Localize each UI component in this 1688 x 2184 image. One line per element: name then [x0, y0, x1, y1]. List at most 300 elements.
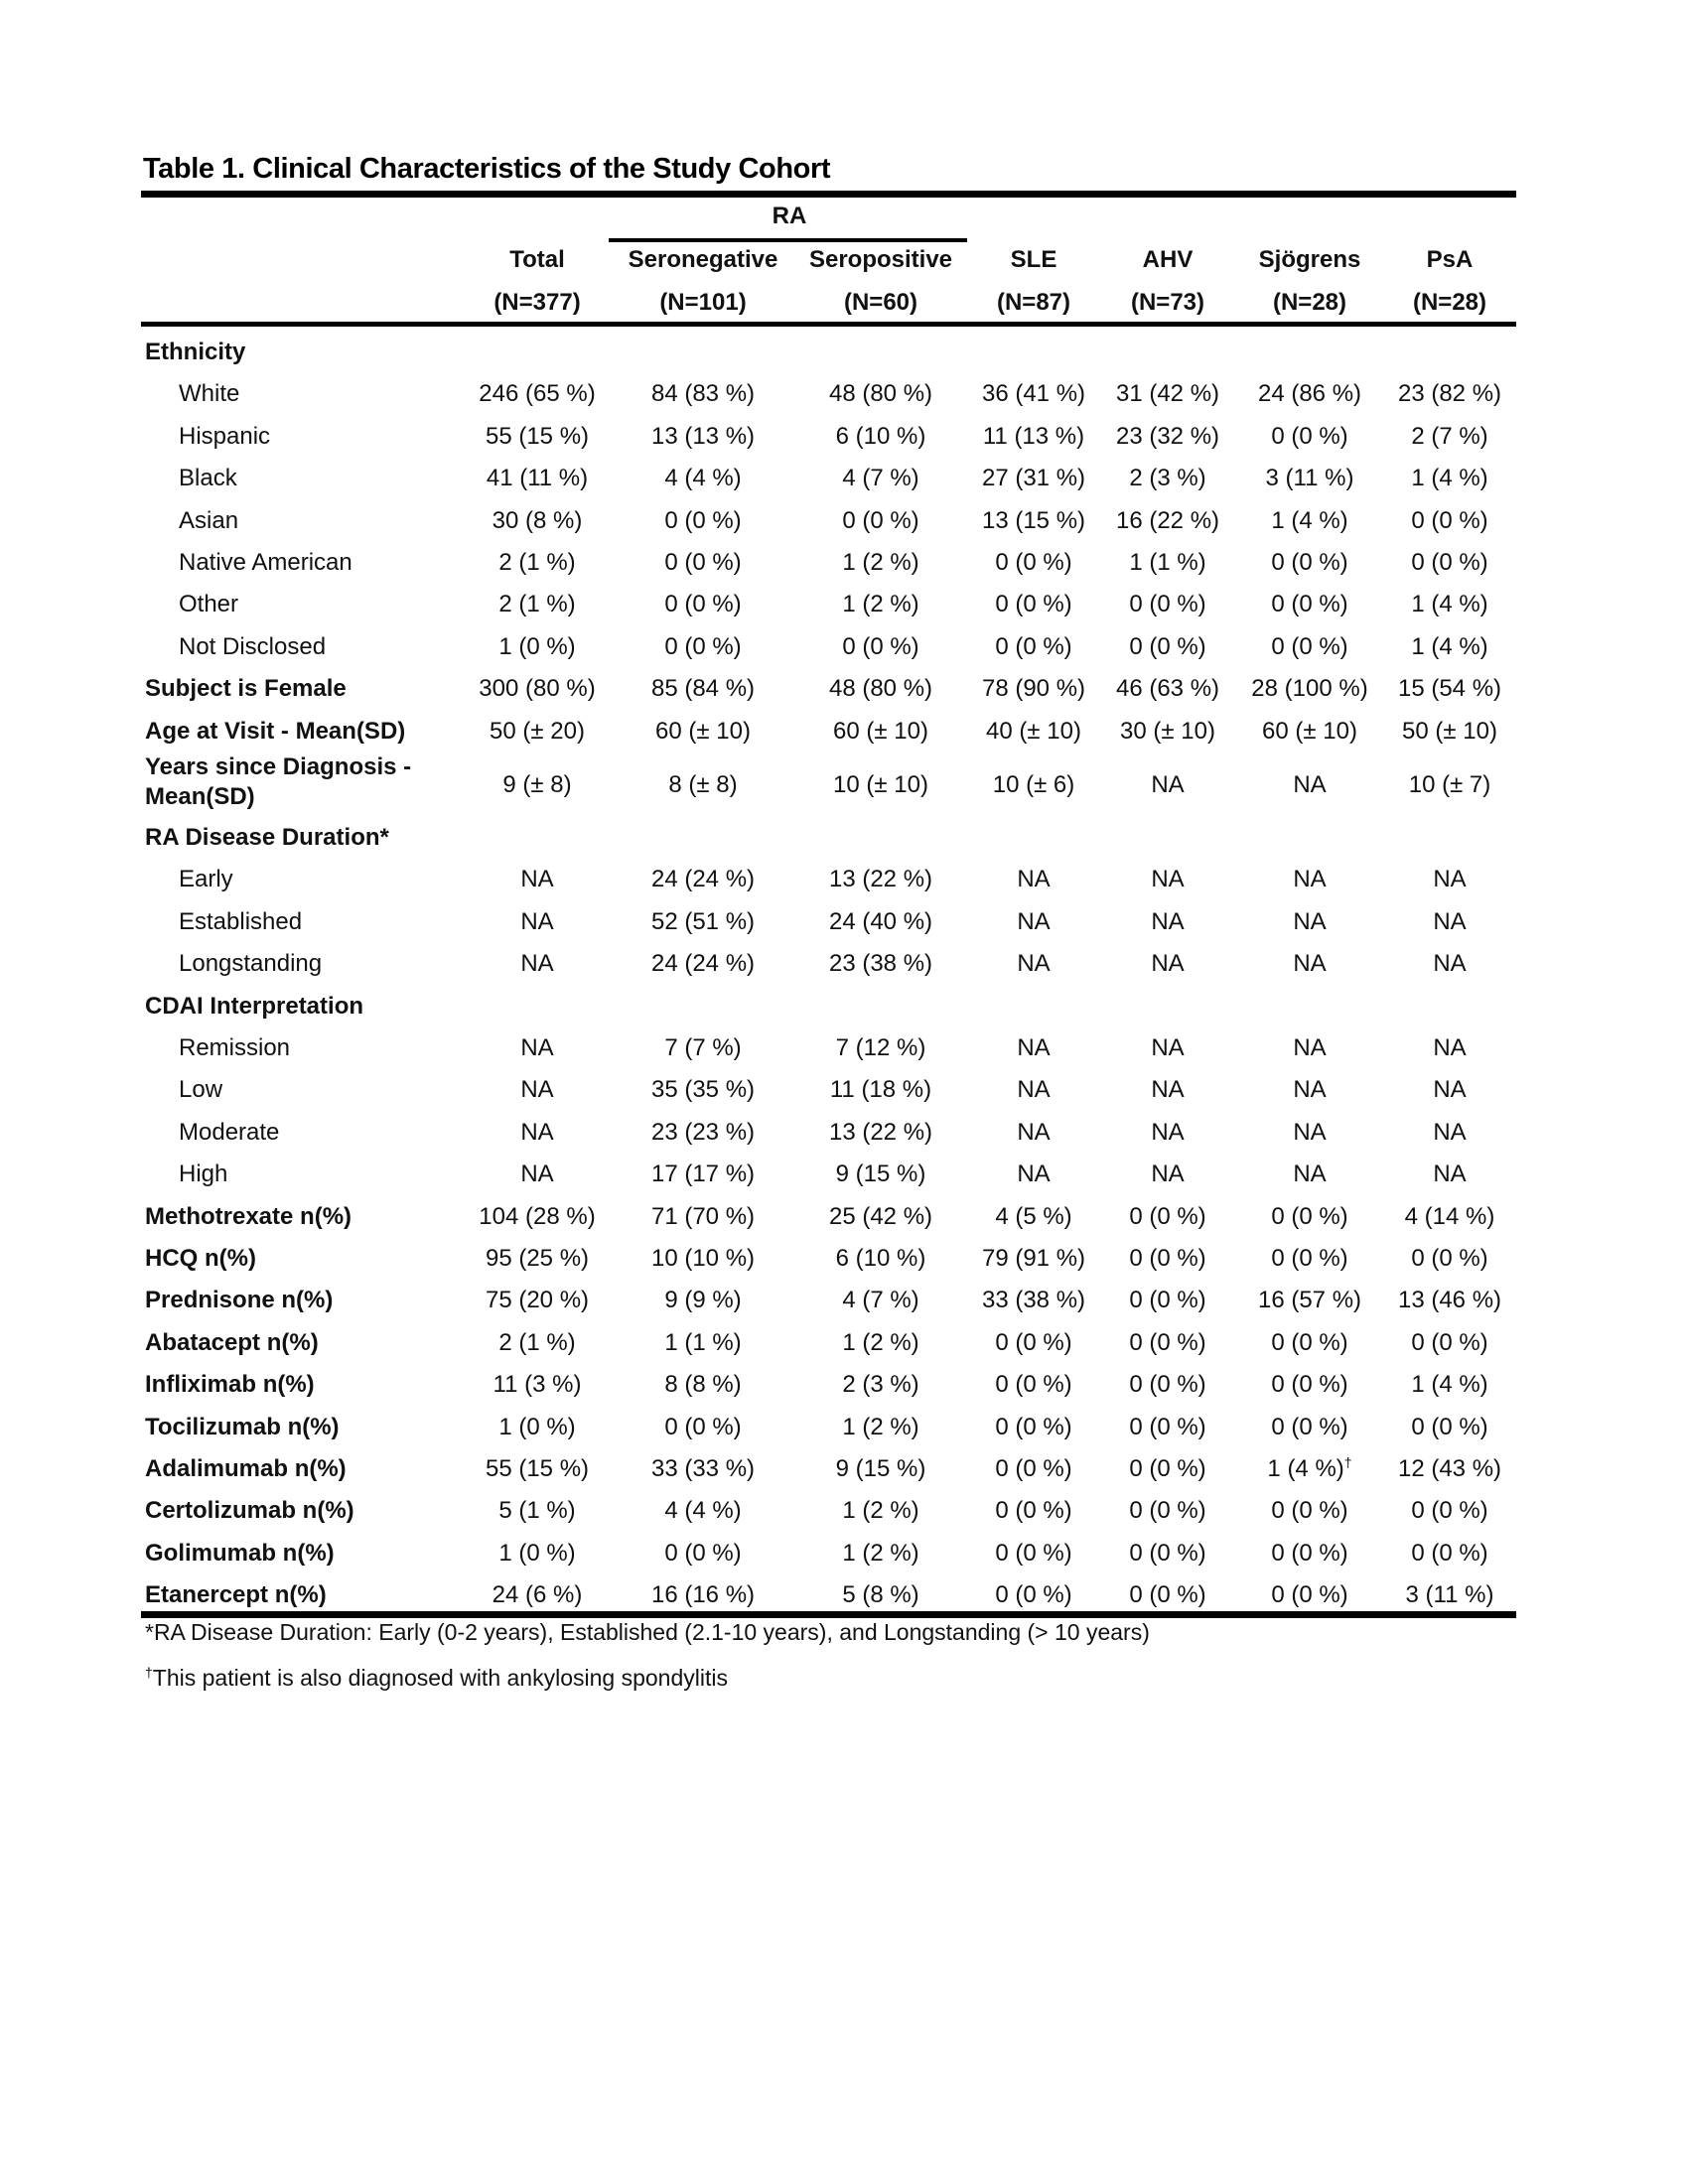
table-cell	[836, 1033, 926, 1063]
cell-value: 24 (24 %)	[650, 866, 756, 893]
table-cell	[842, 1496, 918, 1526]
cell-value: NA	[1151, 1034, 1185, 1061]
table-cell	[1433, 1075, 1466, 1105]
cell-value: 27 (31 %)	[981, 465, 1086, 492]
cell-value: NA	[1017, 950, 1051, 978]
table-cell	[829, 865, 932, 894]
table-cell	[836, 1244, 926, 1274]
cell-value: NA	[1017, 907, 1051, 935]
footnote-text: This patient is also diagnosed with ankylosing spondylitis	[152, 1665, 728, 1691]
dagger-mark: †	[1343, 1454, 1352, 1470]
cell-value: 48 (80 %)	[828, 380, 933, 408]
table-cell	[1293, 949, 1326, 979]
cell-value: 1 (0 %)	[498, 1539, 576, 1567]
cell-value: 0 (0 %)	[995, 1581, 1072, 1609]
cell-value: 0 (0 %)	[1129, 1539, 1206, 1567]
cell-value: 0 (0 %)	[842, 506, 919, 534]
cell-value: 0 (0 %)	[1411, 1328, 1488, 1356]
cell-value: 7 (7 %)	[664, 1034, 742, 1061]
cell-value: 0 (0 %)	[1129, 1497, 1206, 1525]
cell-value: 40 (± 10)	[986, 717, 1081, 745]
table-cell	[1433, 949, 1466, 979]
table-row	[0, 458, 1688, 499]
table-cell	[1129, 1286, 1205, 1315]
cell-value: 9 (15 %)	[835, 1160, 926, 1188]
cell-value: 0 (0 %)	[664, 1413, 742, 1440]
cell-value: 0 (0 %)	[1411, 1245, 1488, 1272]
row-label: Hispanic	[179, 422, 271, 450]
table-cell	[995, 1580, 1071, 1610]
table-cell	[1271, 1496, 1347, 1526]
table-cell	[520, 949, 553, 979]
table-cell	[1271, 1370, 1347, 1400]
cell-value: 1 (1 %)	[1129, 549, 1206, 576]
table-row	[0, 1196, 1688, 1238]
table-cell	[1116, 422, 1219, 452]
cell-value: 4 (5 %)	[995, 1202, 1072, 1230]
table-row	[0, 500, 1688, 542]
table-row	[0, 1533, 1688, 1574]
cell-value: 1 (0 %)	[498, 1413, 576, 1440]
table-row	[0, 542, 1688, 584]
cell-value: 46 (63 %)	[1115, 675, 1220, 703]
table-cell	[486, 1244, 589, 1274]
cell-value: 3 (11 %)	[1405, 1581, 1494, 1609]
table-row	[0, 1407, 1688, 1448]
cell-value: NA	[1151, 950, 1185, 978]
column-header-name: AHV	[1142, 246, 1194, 273]
cell-value: 1 (4 %)	[1411, 632, 1488, 660]
table-cell	[651, 422, 755, 452]
row-label: Prednisone n(%)	[145, 1287, 334, 1314]
column-header-n: (N=73)	[1130, 289, 1205, 316]
table-cell	[498, 632, 575, 662]
table-cell	[664, 1539, 741, 1569]
table-row	[0, 1448, 1688, 1490]
row-label	[145, 752, 411, 812]
table-cell	[498, 548, 575, 578]
row-label: CDAI Interpretation	[145, 992, 364, 1020]
table-cell	[651, 1075, 755, 1105]
table-cell	[1116, 674, 1219, 704]
column-header-name: SLE	[1010, 246, 1057, 273]
table-cell	[829, 674, 932, 704]
table-cell	[498, 1328, 575, 1358]
cell-value: 36 (41 %)	[981, 380, 1086, 408]
table-cell	[651, 949, 755, 979]
cell-value: 0 (0 %)	[1271, 591, 1348, 618]
table-cell	[651, 1118, 755, 1148]
table-cell	[486, 422, 589, 452]
table-cell	[836, 1160, 926, 1189]
cell-value: 0 (0 %)	[1271, 1371, 1348, 1399]
row-label: Tocilizumab n(%)	[145, 1413, 340, 1440]
cell-value: NA	[1017, 866, 1051, 893]
table-cell	[493, 1370, 582, 1400]
cell-value: NA	[1017, 1076, 1051, 1104]
footnote-text: *RA Disease Duration: Early (0-2 years), Established (2.1-10 years), and Longstanding (> 10 years)	[145, 1619, 1150, 1645]
table-cell	[1129, 1496, 1205, 1526]
table-cell	[842, 590, 918, 619]
table-cell	[664, 1033, 741, 1063]
table-top-rule	[141, 191, 1516, 198]
cell-value: 95 (25 %)	[485, 1245, 590, 1272]
cell-value: 2 (1 %)	[498, 549, 576, 576]
table-cell	[1433, 1118, 1466, 1148]
row-label: Certolizumab n(%)	[145, 1497, 354, 1525]
cell-value: NA	[520, 907, 554, 935]
table-cell	[995, 590, 1071, 619]
table-cell	[829, 1118, 932, 1148]
cell-value: NA	[1151, 1118, 1185, 1146]
table-cell	[842, 464, 918, 493]
row-label: Longstanding	[179, 950, 323, 978]
cell-value: 2 (1 %)	[498, 591, 576, 618]
cell-value: NA	[1433, 907, 1467, 935]
cell-value: 2 (7 %)	[1411, 422, 1488, 450]
cell-value: 33 (33 %)	[650, 1455, 756, 1482]
column-header-n: (N=28)	[1272, 289, 1347, 316]
table-cell	[1151, 1118, 1184, 1148]
row-label: High	[179, 1160, 228, 1188]
table-cell	[1129, 1539, 1205, 1569]
cell-value: 0 (0 %)	[1411, 1539, 1488, 1567]
table-cell	[1433, 1160, 1466, 1189]
table-cell	[1017, 1118, 1050, 1148]
cell-value: 0 (0 %)	[1129, 1581, 1206, 1609]
cell-value: 24 (24 %)	[650, 950, 756, 978]
table-cell	[520, 1033, 553, 1063]
dagger-mark: †	[145, 1664, 153, 1681]
cell-value: 8 (± 8)	[668, 771, 738, 798]
table-cell	[486, 1454, 589, 1484]
row-label-line: Years since Diagnosis -	[145, 753, 412, 780]
cell-value: NA	[1151, 1160, 1185, 1188]
row-label: Methotrexate n(%)	[145, 1202, 352, 1230]
cell-value: 55 (15 %)	[485, 1455, 590, 1482]
table-cell	[1129, 590, 1205, 619]
table-cell	[1411, 1328, 1487, 1358]
cell-value: 28 (100 %)	[1251, 675, 1368, 703]
table-cell	[1411, 464, 1487, 493]
cell-value: 4 (7 %)	[842, 465, 919, 492]
table-row	[0, 1238, 1688, 1280]
table-cell	[836, 422, 926, 452]
cell-value: 0 (0 %)	[1411, 506, 1488, 534]
table-cell	[651, 1580, 755, 1610]
row-label: Ethnicity	[145, 339, 246, 365]
table-cell	[829, 379, 932, 409]
cell-value: 300 (80 %)	[479, 675, 596, 703]
cell-value: 0 (0 %)	[1411, 1497, 1488, 1525]
row-label: Infliximab n(%)	[145, 1371, 315, 1399]
cell-value: NA	[1293, 950, 1327, 978]
cell-value: 0 (0 %)	[1271, 1202, 1348, 1230]
table-cell	[1151, 865, 1184, 894]
table-row	[0, 901, 1688, 943]
table-cell	[1116, 506, 1219, 536]
table-cell	[842, 548, 918, 578]
cell-value: 55 (15 %)	[485, 422, 590, 450]
table-row	[0, 668, 1688, 710]
cell-value: 0 (0 %)	[664, 591, 742, 618]
ra-group-rule	[609, 238, 967, 242]
cell-value: 9 (15 %)	[835, 1455, 926, 1482]
cell-value: 0 (0 %)	[995, 1413, 1072, 1440]
cell-value: NA	[1151, 1076, 1185, 1104]
table-cell	[1017, 1075, 1050, 1105]
cell-value: NA	[520, 1034, 554, 1061]
column-header-n: (N=60)	[843, 289, 918, 316]
table-cell	[1411, 1539, 1487, 1569]
cell-value: 1 (4 %)	[1271, 506, 1348, 534]
table-cell	[1293, 1033, 1326, 1063]
table-row	[0, 1027, 1688, 1069]
table-cell	[1151, 770, 1184, 800]
table-cell	[486, 1286, 589, 1315]
table-cell	[492, 506, 583, 536]
cell-value: NA	[1017, 1034, 1051, 1061]
column-header-name: PsA	[1426, 246, 1474, 273]
table-cell	[1262, 717, 1357, 747]
cell-value: 1 (2 %)	[842, 549, 919, 576]
column-header-n: (N=28)	[1412, 289, 1487, 316]
row-label: Subject is Female	[145, 675, 347, 703]
cell-value: 13 (13 %)	[650, 422, 756, 450]
cell-value: 12 (43 %)	[1397, 1455, 1502, 1482]
cell-value: NA	[1293, 1034, 1327, 1061]
row-label: Etanercept n(%)	[145, 1581, 327, 1609]
cell-value: 7 (12 %)	[835, 1034, 926, 1061]
cell-value: 30 (8 %)	[492, 506, 583, 534]
cell-value: 3 (11 %)	[1265, 465, 1354, 492]
cell-value: 1 (0 %)	[498, 632, 576, 660]
table-cell	[1251, 674, 1367, 704]
cell-value: 2 (1 %)	[498, 1328, 576, 1356]
cell-value: NA	[1151, 771, 1185, 798]
cell-value: 1 (4 %)	[1411, 591, 1488, 618]
table-cell	[842, 1413, 918, 1442]
table-cell	[836, 1454, 926, 1484]
table-cell	[1271, 1413, 1347, 1442]
table-cell	[1411, 1496, 1487, 1526]
table-cell	[490, 717, 585, 747]
cell-value: 1 (4 %)	[1267, 1455, 1344, 1482]
row-label: Low	[179, 1076, 223, 1104]
cell-value: NA	[1433, 1076, 1467, 1104]
table-cell	[1293, 770, 1326, 800]
table-cell	[842, 1580, 918, 1610]
table-row	[0, 1574, 1688, 1616]
table-cell	[1411, 590, 1487, 619]
cell-value: 0 (0 %)	[995, 1497, 1072, 1525]
cell-value: 0 (0 %)	[995, 1539, 1072, 1567]
table-cell	[1398, 1286, 1501, 1315]
cell-value: 4 (7 %)	[842, 1287, 919, 1314]
table-cell	[982, 1286, 1085, 1315]
cell-value: 1 (1 %)	[664, 1328, 742, 1356]
row-label: Black	[179, 465, 237, 492]
cell-value: NA	[1017, 1118, 1051, 1146]
table-cell	[651, 865, 755, 894]
cell-value: 0 (0 %)	[1271, 1413, 1348, 1440]
table-cell	[1293, 1118, 1326, 1148]
table-cell	[1406, 1580, 1494, 1610]
cell-value: NA	[1433, 1160, 1467, 1188]
table-cell	[995, 1496, 1071, 1526]
cell-value: NA	[1293, 1160, 1327, 1188]
table-cell	[651, 1244, 755, 1274]
cell-value: 0 (0 %)	[1411, 1413, 1488, 1440]
cell-value: 0 (0 %)	[664, 549, 742, 576]
cell-value: 0 (0 %)	[1129, 1202, 1206, 1230]
table-cell	[1129, 1202, 1205, 1232]
table-cell	[1017, 1033, 1050, 1063]
cell-value: 10 (± 6)	[992, 771, 1075, 798]
table-cell	[995, 1454, 1071, 1484]
table-title: Table 1. Clinical Characteristics of the Study Cohort	[143, 153, 831, 185]
table-cell	[664, 464, 741, 493]
cell-value: 23 (82 %)	[1397, 380, 1502, 408]
table-cell	[986, 717, 1081, 747]
table-header-rule	[141, 322, 1516, 327]
table-cell	[520, 907, 553, 937]
cell-value: 60 (± 10)	[833, 717, 928, 745]
table-cell	[1271, 1539, 1347, 1569]
cell-value: 25 (42 %)	[828, 1202, 933, 1230]
table-cell	[1411, 506, 1487, 536]
cell-value: 0 (0 %)	[1129, 1455, 1206, 1482]
cell-value: NA	[1293, 1076, 1327, 1104]
table-cell	[1271, 1244, 1347, 1274]
cell-value: 2 (3 %)	[842, 1371, 919, 1399]
table-cell	[995, 1328, 1071, 1358]
cell-value: 13 (15 %)	[981, 506, 1086, 534]
ra-group-header: RA	[772, 203, 807, 229]
cell-value: 6 (10 %)	[835, 422, 926, 450]
table-cell	[829, 1202, 932, 1232]
cell-value: 13 (46 %)	[1397, 1287, 1502, 1314]
table-cell	[1411, 1413, 1487, 1442]
cell-value: 5 (8 %)	[842, 1581, 919, 1609]
cell-value: 1 (2 %)	[842, 1539, 919, 1567]
table-cell	[1398, 674, 1501, 704]
cell-value: 4 (4 %)	[664, 1497, 742, 1525]
table-cell	[1258, 1286, 1361, 1315]
table-cell	[1271, 590, 1347, 619]
table-cell	[498, 1496, 575, 1526]
cell-value: 41 (11 %)	[486, 465, 589, 492]
cell-value: 31 (42 %)	[1115, 380, 1220, 408]
table-cell	[995, 548, 1071, 578]
cell-value: 0 (0 %)	[1411, 549, 1488, 576]
cell-value: 8 (8 %)	[664, 1371, 742, 1399]
table-cell	[842, 632, 918, 662]
cell-value: NA	[520, 1076, 554, 1104]
cell-value: 10 (± 10)	[833, 771, 928, 798]
cell-value: 0 (0 %)	[995, 1328, 1072, 1356]
table-cell	[1129, 632, 1205, 662]
cell-value: 6 (10 %)	[835, 1245, 926, 1272]
table-cell	[1271, 1202, 1347, 1232]
table-cell	[1398, 1454, 1501, 1484]
row-label: Age at Visit - Mean(SD)	[145, 717, 406, 745]
cell-value: 0 (0 %)	[1271, 1328, 1348, 1356]
table-cell	[1151, 1033, 1184, 1063]
table-cell	[1398, 379, 1501, 409]
cell-value: 0 (0 %)	[1129, 1371, 1206, 1399]
footnote-dagger	[145, 1665, 728, 1692]
cell-value: NA	[1433, 1034, 1467, 1061]
cell-value: 16 (57 %)	[1257, 1287, 1362, 1314]
cell-value: 104 (28 %)	[479, 1202, 596, 1230]
row-label: White	[179, 380, 240, 408]
cell-value: NA	[1017, 1160, 1051, 1188]
table-cell	[1433, 907, 1466, 937]
cell-value: NA	[1433, 866, 1467, 893]
table-cell	[982, 1244, 1085, 1274]
table-cell	[982, 674, 1085, 704]
table-cell	[833, 770, 928, 800]
table-cell	[664, 1370, 741, 1400]
table-cell	[664, 1496, 741, 1526]
table-cell	[1151, 1075, 1184, 1105]
table-cell	[982, 379, 1085, 409]
cell-value: 48 (80 %)	[828, 675, 933, 703]
table-cell	[498, 590, 575, 619]
table-cell	[1411, 1370, 1487, 1400]
row-label-line: Mean(SD)	[145, 783, 255, 810]
column-header-n: (N=87)	[996, 289, 1071, 316]
table-cell	[1293, 1075, 1326, 1105]
table-cell	[1271, 506, 1347, 536]
table-cell	[664, 1286, 741, 1315]
cell-value: 0 (0 %)	[1129, 1245, 1206, 1272]
table-cell	[1017, 865, 1050, 894]
table-row	[0, 1490, 1688, 1532]
table-cell	[1129, 1580, 1205, 1610]
cell-value: 4 (14 %)	[1404, 1202, 1495, 1230]
table-cell	[1411, 548, 1487, 578]
table-cell	[487, 464, 588, 493]
table-row	[0, 1280, 1688, 1321]
table-cell	[982, 506, 1085, 536]
row-label: RA Disease Duration*	[145, 824, 389, 851]
table-cell	[664, 590, 741, 619]
cell-value: 84 (83 %)	[650, 380, 756, 408]
table-cell	[664, 1413, 741, 1442]
cell-value: 246 (65 %)	[479, 380, 596, 408]
cell-value: 0 (0 %)	[1271, 422, 1348, 450]
cell-value: 0 (0 %)	[995, 1371, 1072, 1399]
row-label: Early	[179, 866, 233, 893]
table-cell	[842, 1286, 918, 1315]
table-cell	[995, 1539, 1071, 1569]
cell-value: 13 (22 %)	[828, 1118, 933, 1146]
column-header-name: Sjögrens	[1258, 246, 1361, 273]
cell-value: 30 (± 10)	[1120, 717, 1215, 745]
cell-value: 10 (10 %)	[650, 1245, 756, 1272]
table-cell	[1017, 1160, 1050, 1189]
table-cell	[1402, 717, 1497, 747]
cell-value: 0 (0 %)	[995, 632, 1072, 660]
column-header-name: Seropositive	[808, 246, 953, 273]
table-cell	[1129, 1413, 1205, 1442]
table-row	[0, 1112, 1688, 1154]
table-cell	[995, 1413, 1071, 1442]
table-cell	[1409, 770, 1491, 800]
row-label: Abatacept n(%)	[145, 1328, 319, 1356]
